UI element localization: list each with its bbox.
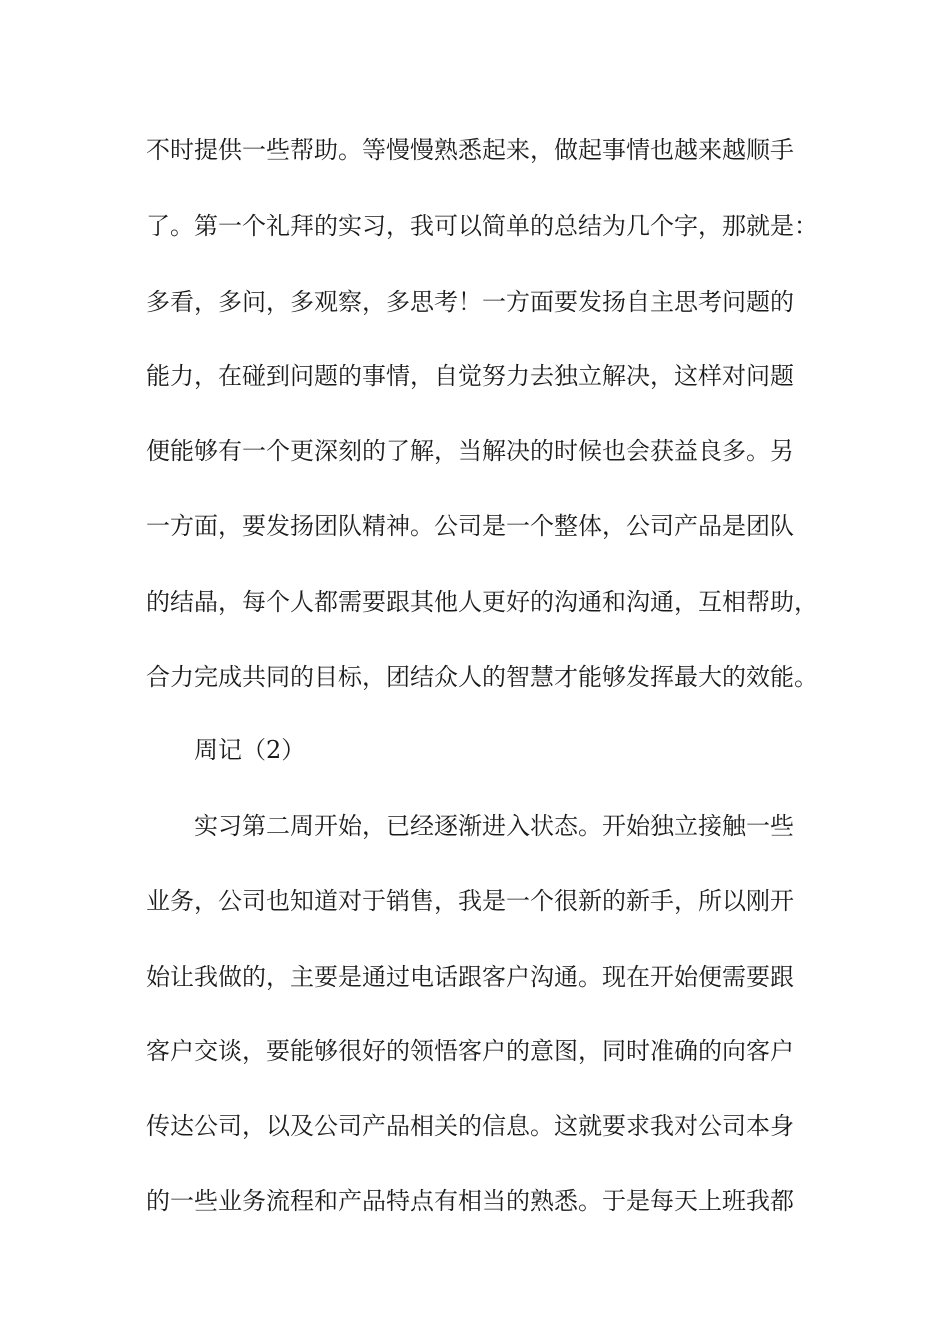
paragraph-line: 始让我做的，主要是通过电话跟客户沟通。现在开始便需要跟 — [146, 963, 794, 991]
paragraph-line: 业务，公司也知道对于销售，我是一个很新的新手，所以刚开 — [146, 887, 794, 915]
paragraph-line: 不时提供一些帮助。等慢慢熟悉起来，做起事情也越来越顺手 — [146, 136, 794, 164]
paragraph-line: 多看，多问，多观察，多思考！一方面要发扬自主思考问题的 — [146, 288, 794, 316]
paragraph-line: 一方面，要发扬团队精神。公司是一个整体，公司产品是团队 — [146, 512, 794, 540]
paragraph-line: 能力，在碰到问题的事情，自觉努力去独立解决，这样对问题 — [146, 362, 794, 390]
paragraph-line: 的一些业务流程和产品特点有相当的熟悉。于是每天上班我都 — [146, 1187, 794, 1215]
paragraph-line: 了。第一个礼拜的实习，我可以简单的总结为几个字，那就是： — [146, 212, 818, 240]
paragraph-line: 传达公司，以及公司产品相关的信息。这就要求我对公司本身 — [146, 1112, 794, 1140]
paragraph-line: 实习第二周开始，已经逐渐进入状态。开始独立接触一些 — [194, 812, 794, 840]
paragraph-line: 客户交谈，要能够很好的领悟客户的意图，同时准确的向客户 — [146, 1037, 794, 1065]
paragraph-line: 便能够有一个更深刻的了解，当解决的时候也会获益良多。另 — [146, 437, 794, 465]
section-heading: 周记（2） — [194, 736, 306, 764]
paragraph-line: 合力完成共同的目标，团结众人的智慧才能够发挥最大的效能。 — [146, 663, 818, 691]
paragraph-line: 的结晶，每个人都需要跟其他人更好的沟通和沟通，互相帮助， — [146, 588, 818, 616]
